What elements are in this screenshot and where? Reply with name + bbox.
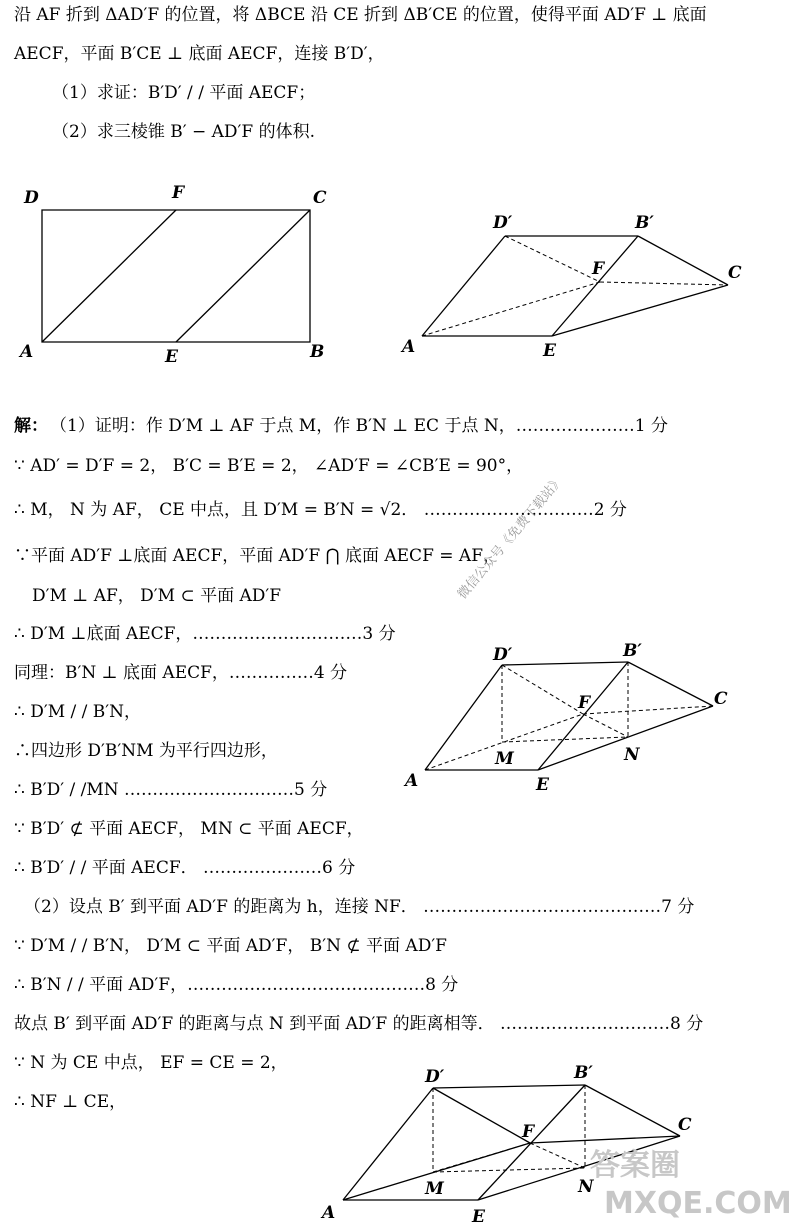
solution-line-8: ∴ D′M / / B′N， (14, 702, 142, 722)
fig4-label-Dp: D′ (425, 1067, 445, 1087)
fig3-label-A: A (405, 771, 419, 791)
fig2-label-E: E (543, 341, 556, 361)
fig1-label-C: C (313, 188, 327, 208)
fig1-label-B: B (310, 342, 325, 362)
fig3-label-M: M (495, 749, 514, 769)
fig4-label-C: C (678, 1115, 692, 1135)
fig2-label-Bp: B′ (635, 213, 654, 233)
solution-line-10: ∴ B′D′ / /MN …………………………5 分 (14, 780, 328, 800)
solution-line-12: ∴ B′D′ / / 平面 AECF． …………………6 分 (14, 858, 356, 878)
watermark-brand-logo: 答案圈 (590, 1148, 680, 1183)
fig3-label-Bp: B′ (623, 641, 642, 661)
fig2-label-A: A (402, 337, 416, 357)
solution-line-9: ∴四边形 D′B′NM 为平行四边形， (14, 741, 278, 761)
figure-rectangle (18, 183, 327, 367)
solution-line-6: ∴ D′M ⊥底面 AECF，…………………………3 分 (14, 624, 396, 644)
fig4-label-N: N (578, 1177, 594, 1197)
solution-line-2: ∵ AD′ = D′F = 2， B′C = B′E = 2， ∠AD′F = ∠CB′E = 90°， (14, 456, 524, 476)
solution-line-7: 同理：B′N ⊥ 底面 AECF，……………4 分 (14, 663, 348, 683)
fig4-label-Bp: B′ (574, 1063, 593, 1083)
fig2-label-Dp: D′ (493, 213, 513, 233)
watermark-wechat: 微信公众号《免费下载站》 (455, 473, 567, 603)
solution-line-5: D′M ⊥ AF， D′M ⊂ 平面 AD′F (32, 586, 282, 606)
fig4-label-E: E (472, 1207, 485, 1227)
problem-line-1: 沿 AF 折到 ΔAD′F 的位置，将 ΔBCE 沿 CE 折到 ΔB′CE 的位置，使得平面 AD′F ⊥ 底面 (14, 5, 707, 25)
solution-line-17: ∵ N 为 CE 中点， EF = CE = 2， (14, 1053, 288, 1073)
problem-line-2: AECF，平面 B′CE ⊥ 底面 AECF，连接 B′D′， (14, 44, 385, 64)
fig4-label-A: A (322, 1203, 336, 1223)
fig3-label-F: F (578, 693, 591, 713)
question-1: （1）求证：B′D′ / / 平面 AECF； (52, 83, 316, 103)
fig4-label-M: M (425, 1179, 444, 1199)
fig1-label-F: F (172, 183, 185, 203)
solution-line-11: ∵ B′D′ ⊄ 平面 AECF， MN ⊂ 平面 AECF， (14, 819, 364, 839)
fig4-label-F: F (522, 1122, 535, 1142)
fig3-label-E: E (536, 775, 549, 795)
fig1-label-D: D (24, 188, 39, 208)
solution-line-16: 故点 B′ 到平面 AD′F 的距离与点 N 到平面 AD′F 的距离相等． …………………………8 分 (14, 1014, 704, 1034)
fig1-label-A: A (20, 342, 34, 362)
fig3-label-N: N (624, 745, 640, 765)
solution-line-3: ∴ M， N 为 AF， CE 中点，且 D′M = B′N = √2． …………………………2 分 (14, 500, 627, 520)
fig2-label-F: F (592, 259, 605, 279)
fig3-label-C: C (714, 689, 728, 709)
figure-folded-solid (400, 213, 742, 361)
question-2: （2）求三棱锥 B′ − AD′F 的体积. (52, 122, 315, 142)
figure-solid-with-MN (403, 641, 728, 795)
solution-line-15: ∴ B′N / / 平面 AD′F，……………………………………8 分 (14, 975, 459, 995)
fig3-label-Dp: D′ (493, 645, 513, 665)
solution-line-1: （1）证明：作 D′M ⊥ AF 于点 M，作 B′N ⊥ EC 于点 N，…………………1 分 (50, 416, 668, 436)
watermark-brand-url: MXQE.COM (604, 1186, 792, 1221)
solution-heading: 解： (14, 416, 48, 436)
fig2-label-C: C (728, 263, 742, 283)
solution-line-4: ∵平面 AD′F ⊥底面 AECF，平面 AD′F ⋂ 底面 AECF = AF， (14, 546, 500, 566)
solution-line-18: ∴ NF ⊥ CE， (14, 1092, 127, 1112)
solution-line-13: （2）设点 B′ 到平面 AD′F 的距离为 h，连接 NF． ……………………………………7 分 (24, 897, 695, 917)
fig1-label-E: E (165, 347, 178, 367)
solution-line-14: ∵ D′M / / B′N， D′M ⊂ 平面 AD′F， B′N ⊄ 平面 AD′F (14, 936, 447, 956)
